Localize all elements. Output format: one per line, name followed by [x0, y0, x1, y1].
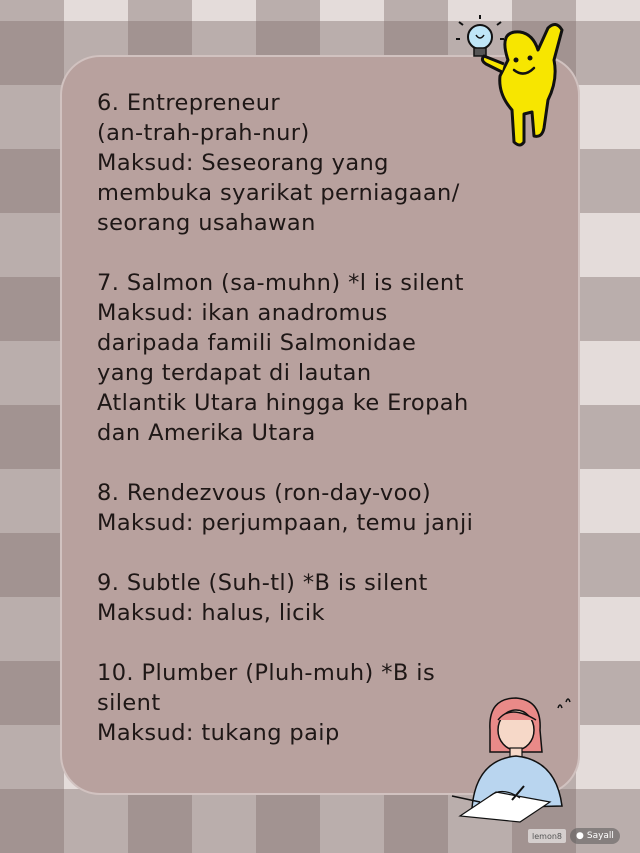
- entry-salmon: [97, 268, 567, 448]
- entry-line: yang terdapat di lautan: [97, 360, 372, 386]
- entry-line: silent: [97, 690, 161, 716]
- entry-line: Atlantik Utara hingga ke Eropah: [97, 390, 469, 416]
- word-list: [97, 88, 567, 778]
- entry-line: 7. Salmon (sa-muhn) *l is silent: [97, 270, 464, 296]
- author-handle-text: Sayall: [586, 831, 614, 841]
- lemon8-logo: lemon8: [528, 829, 566, 843]
- mascot-illustration: [478, 20, 570, 150]
- entry-rendezvous: [97, 478, 567, 538]
- entry-subtle: [97, 568, 567, 628]
- entry-line: Maksud: halus, licik: [97, 600, 325, 626]
- entry-line: membuka syarikat perniagaan/: [97, 180, 460, 206]
- entry-line: Maksud: perjumpaan, temu janji: [97, 510, 474, 536]
- entry-line: (an-trah-prah-nur): [97, 120, 310, 146]
- entry-line: daripada famili Salmonidae: [97, 330, 417, 356]
- user-icon: ●: [576, 831, 584, 841]
- entry-line: Maksud: Seseorang yang: [97, 150, 389, 176]
- woman-writing-illustration: [450, 690, 600, 825]
- entry-line: 8. Rendezvous (ron-day-voo): [97, 480, 432, 506]
- author-handle: [570, 828, 620, 844]
- entry-line: Maksud: ikan anadromus: [97, 300, 388, 326]
- entry-line: dan Amerika Utara: [97, 420, 316, 446]
- lemon8-watermark: [528, 826, 632, 846]
- entry-line: 6. Entrepreneur: [97, 90, 281, 116]
- entry-line: Maksud: tukang paip: [97, 720, 340, 746]
- entry-line: 9. Subtle (Suh-tl) *B is silent: [97, 570, 428, 596]
- entry-line: seorang usahawan: [97, 210, 316, 236]
- entry-line: 10. Plumber (Pluh-muh) *B is: [97, 660, 436, 686]
